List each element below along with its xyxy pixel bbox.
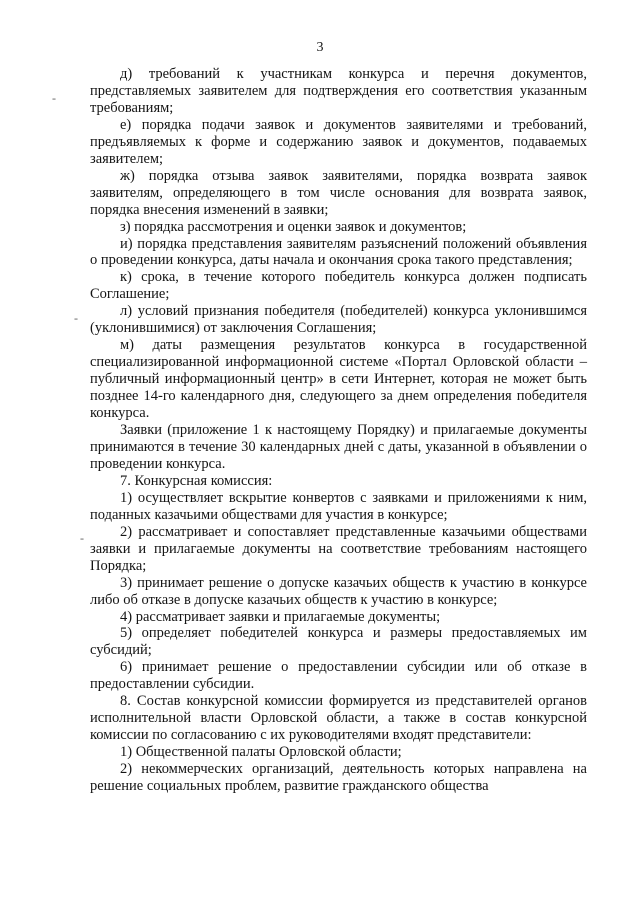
- paragraph-7-6: 6) принимает решение о предоставлении субсидии или об отказе в предоставлении субсидии.: [90, 659, 587, 693]
- paragraph-7-3: 3) принимает решение о допуске казачьих обществ к участию в конкурсе либо об отказе в допуске казачьих обществ к участию в конкурсе;: [90, 574, 587, 608]
- page-number: 3: [316, 40, 324, 55]
- document-body: [90, 66, 587, 795]
- paragraph-applications: Заявки (приложение 1 к настоящему Порядку) и прилагаемые документы принимаются в течение 30 календарных дней с даты, указанной в объявлении о проведении конкурса.: [90, 422, 587, 472]
- paragraph-7-4: 4) рассматривает заявки и прилагаемые документы;: [120, 608, 441, 625]
- margin-mark: -: [74, 311, 78, 325]
- paragraph-7-1: 1) осуществляет вскрытие конвертов с заявками и приложениями к ним, поданных казачьими обществами для участия в конкурсе;: [90, 489, 587, 523]
- section-7-heading: 7. Конкурсная комиссия:: [120, 472, 273, 489]
- paragraph-i: и) порядка представления заявителям разъяснений положений объявления о проведении конкурса, даты начала и окончания срока такого представления;: [90, 235, 587, 269]
- section-8-paragraph: 8. Состав конкурсной комиссии формируется из представителей органов исполнительной власти Орловской области, а также в состав конкурсной комиссии по согласованию с их руководителями входят представители:: [90, 693, 587, 744]
- margin-mark: -: [80, 531, 84, 545]
- paragraph-l: л) условий признания победителя (победителей) конкурса уклонившимся (уклонившимися) от заключения Соглашения;: [90, 303, 587, 337]
- paragraph-d: д) требований к участникам конкурса и перечня документов, представляемых заявителем для подтверждения его соответствия указанным требованиям;: [90, 66, 587, 116]
- margin-mark: -: [52, 91, 56, 105]
- paragraph-z: з) порядка рассмотрения и оценки заявок и документов;: [120, 218, 467, 235]
- paragraph-m: м) даты размещения результатов конкурса в государственной специализированной информационной системе «Портал Орловской области – публичный информационный центр» в сети Интернет, которая не может быть позднее 14-го календарного дня, следующего за днем определения победителя конкурса.: [90, 337, 587, 422]
- paragraph-zh: ж) порядка отзыва заявок заявителями, порядка возврата заявок заявителям, определяющего в том числе основания для возврата заявок, порядка внесения изменений в заявки;: [90, 167, 587, 218]
- paragraph-e: е) порядка подачи заявок и документов заявителями и требований, предъявляемых к форме и содержанию заявок и документов, подаваемых заявителем;: [90, 116, 587, 167]
- paragraph-7-2: 2) рассматривает и сопоставляет представленные казачьими обществами заявки и прилагаемые документы на соответствие требованиям настоящего Порядка;: [90, 523, 587, 574]
- paragraph-8-1: 1) Общественной палаты Орловской области;: [120, 744, 402, 761]
- paragraph-7-5: 5) определяет победителей конкурса и размеры предоставляемых им субсидий;: [90, 625, 587, 659]
- paragraph-8-2: 2) некоммерческих организаций, деятельность которых направлена на решение социальных проблем, развитие гражданского общества: [90, 761, 587, 795]
- paragraph-k: к) срока, в течение которого победитель конкурса должен подписать Соглашение;: [90, 269, 587, 303]
